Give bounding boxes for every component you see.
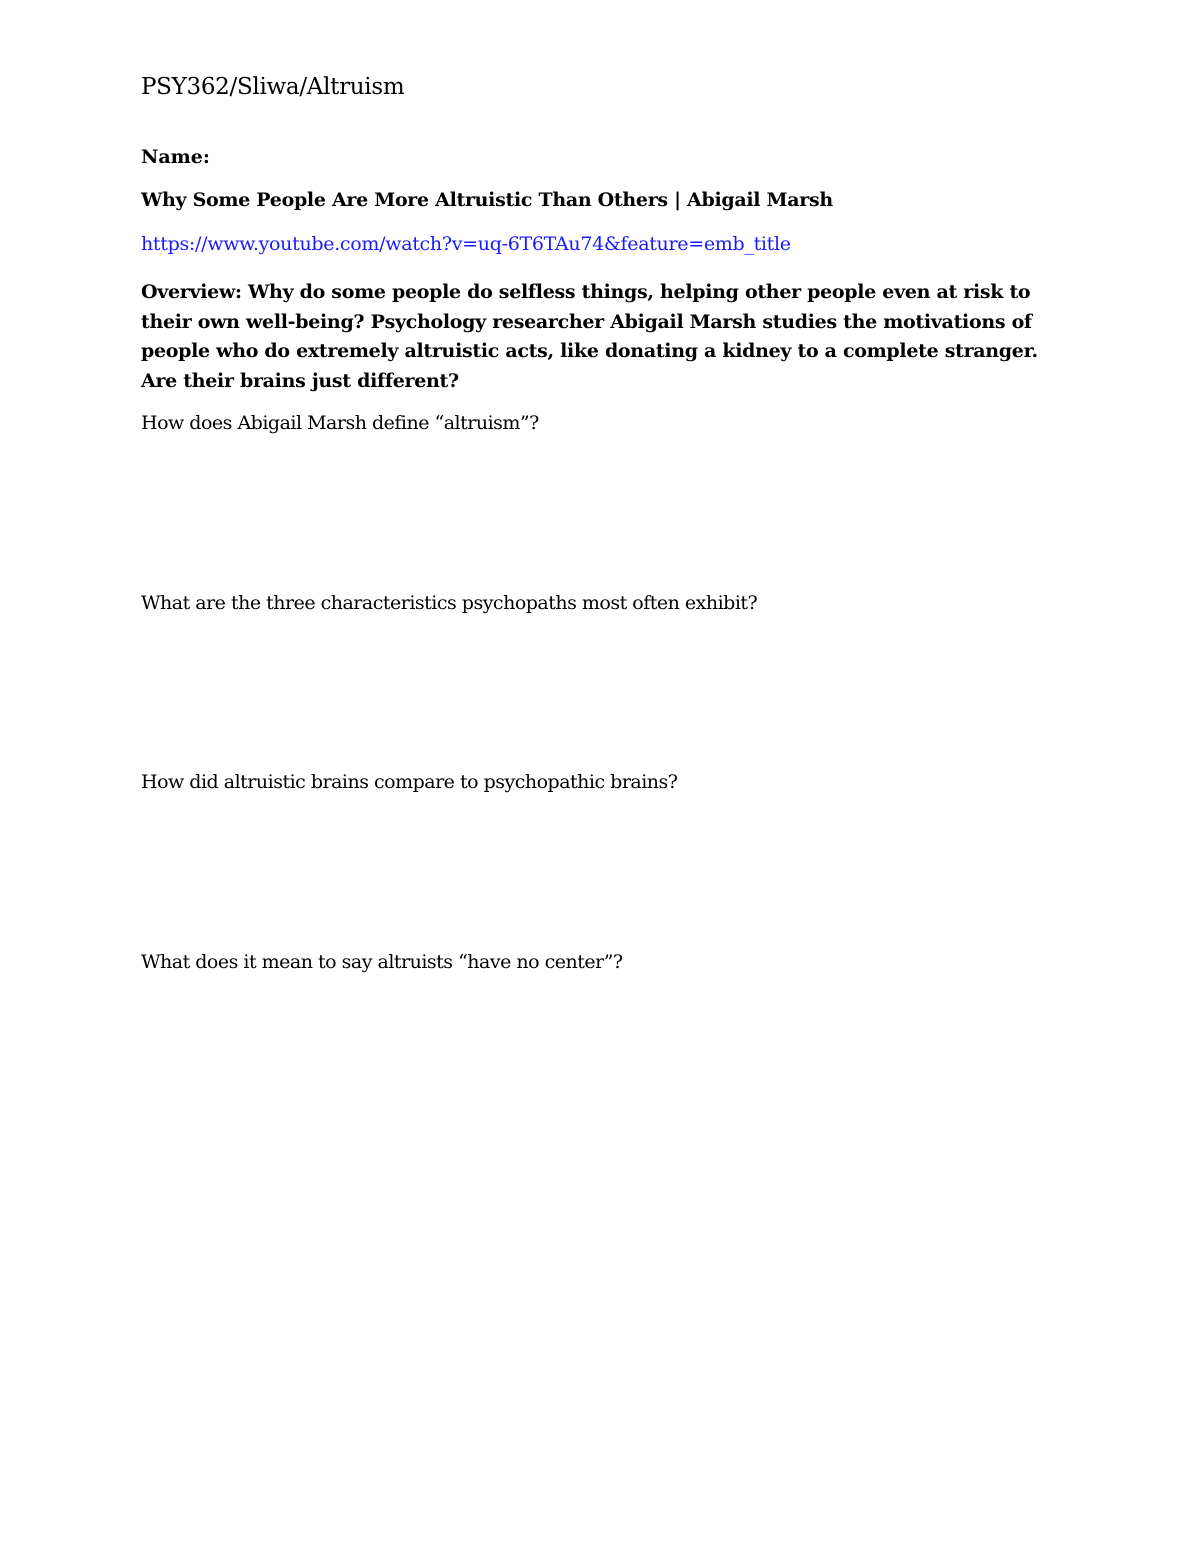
question-1: How does Abigail Marsh define “altruism”? — [141, 412, 539, 434]
question-3: How did altruistic brains compare to psychopathic brains? — [141, 771, 678, 793]
question-4: What does it mean to say altruists “have no center”? — [141, 951, 623, 973]
video-title: Why Some People Are More Altruistic Than Others | Abigail Marsh — [141, 189, 833, 211]
course-header: PSY362/Sliwa/Altruism — [141, 74, 405, 100]
overview-paragraph: Overview: Why do some people do selfless things, helping other people even at risk to their own well-being? Psychology researcher Abigail Marsh studies the motivations of people who do extremely altruistic acts, like donating a kidney to a complete stranger. Are their brains just different? — [141, 281, 1038, 392]
video-link[interactable]: https://www.youtube.com/watch?v=uq-6T6TAu74&feature=emb_title — [141, 233, 791, 255]
name-label: Name: — [141, 146, 210, 168]
question-2: What are the three characteristics psychopaths most often exhibit? — [141, 592, 758, 614]
